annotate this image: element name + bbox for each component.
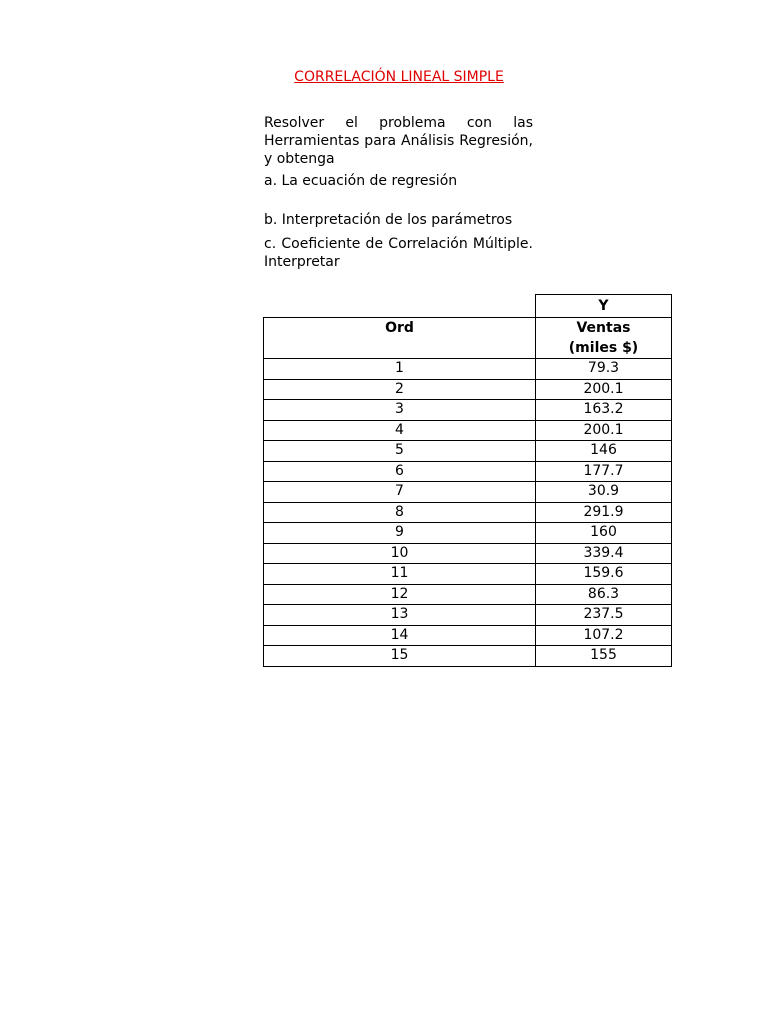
- ventas-cell: 237.5: [536, 605, 672, 626]
- instruction-a: a. La ecuación de regresión: [264, 173, 458, 189]
- table-row: [264, 482, 672, 503]
- table-row: [264, 400, 672, 421]
- ord-cell: 7: [264, 482, 536, 503]
- table-row: [264, 543, 672, 564]
- ventas-cell: 79.3: [536, 359, 672, 380]
- ord-cell: 11: [264, 564, 536, 585]
- ord-cell: 12: [264, 584, 536, 605]
- ventas-cell: 200.1: [536, 420, 672, 441]
- page-title: CORRELACIÓN LINEAL SIMPLE: [294, 69, 504, 85]
- table-row: [264, 441, 672, 462]
- ord-header-cell: Ord: [264, 318, 536, 359]
- ord-cell: 1: [264, 359, 536, 380]
- ord-cell: 9: [264, 523, 536, 544]
- ord-cell: 2: [264, 379, 536, 400]
- ventas-cell: 155: [536, 646, 672, 667]
- ord-cell: 4: [264, 420, 536, 441]
- table-row: [264, 523, 672, 544]
- table-row: [264, 564, 672, 585]
- ord-cell: 13: [264, 605, 536, 626]
- table-header-row-top: [264, 295, 672, 318]
- table-row: [264, 646, 672, 667]
- ventas-cell: 86.3: [536, 584, 672, 605]
- ord-cell: 14: [264, 625, 536, 646]
- ventas-cell: 30.9: [536, 482, 672, 503]
- ventas-cell: 146: [536, 441, 672, 462]
- ord-cell: 6: [264, 461, 536, 482]
- ventas-cell: 291.9: [536, 502, 672, 523]
- table-row: [264, 359, 672, 380]
- table-row: [264, 625, 672, 646]
- ord-cell: 5: [264, 441, 536, 462]
- ord-cell: 8: [264, 502, 536, 523]
- ventas-header-cell: [536, 318, 672, 359]
- table-row: [264, 605, 672, 626]
- ventas-header-line2: (miles $): [568, 340, 639, 356]
- ventas-cell: 160: [536, 523, 672, 544]
- sales-table: [263, 294, 672, 667]
- table-row: [264, 420, 672, 441]
- ventas-cell: 159.6: [536, 564, 672, 585]
- ventas-header-line1: Ventas: [576, 320, 631, 336]
- instruction-c: c. Coeficiente de Correlación Múltiple. Interpretar: [264, 236, 533, 270]
- ventas-cell: 177.7: [536, 461, 672, 482]
- ord-cell: 15: [264, 646, 536, 667]
- table-row: [264, 584, 672, 605]
- ord-cell: 3: [264, 400, 536, 421]
- table-header-row: [264, 318, 672, 359]
- instructions-intro: Resolver el problema con las Herramientas para Análisis Regresión, y obtenga: [264, 115, 533, 167]
- ventas-cell: 107.2: [536, 625, 672, 646]
- ord-cell: 10: [264, 543, 536, 564]
- table-row: [264, 461, 672, 482]
- table-header-empty-cell: [264, 295, 536, 318]
- y-header-cell: Y: [536, 295, 672, 318]
- ventas-cell: 339.4: [536, 543, 672, 564]
- instruction-b: b. Interpretación de los parámetros: [264, 212, 513, 228]
- table-row: [264, 379, 672, 400]
- ventas-cell: 200.1: [536, 379, 672, 400]
- table-row: [264, 502, 672, 523]
- ventas-cell: 163.2: [536, 400, 672, 421]
